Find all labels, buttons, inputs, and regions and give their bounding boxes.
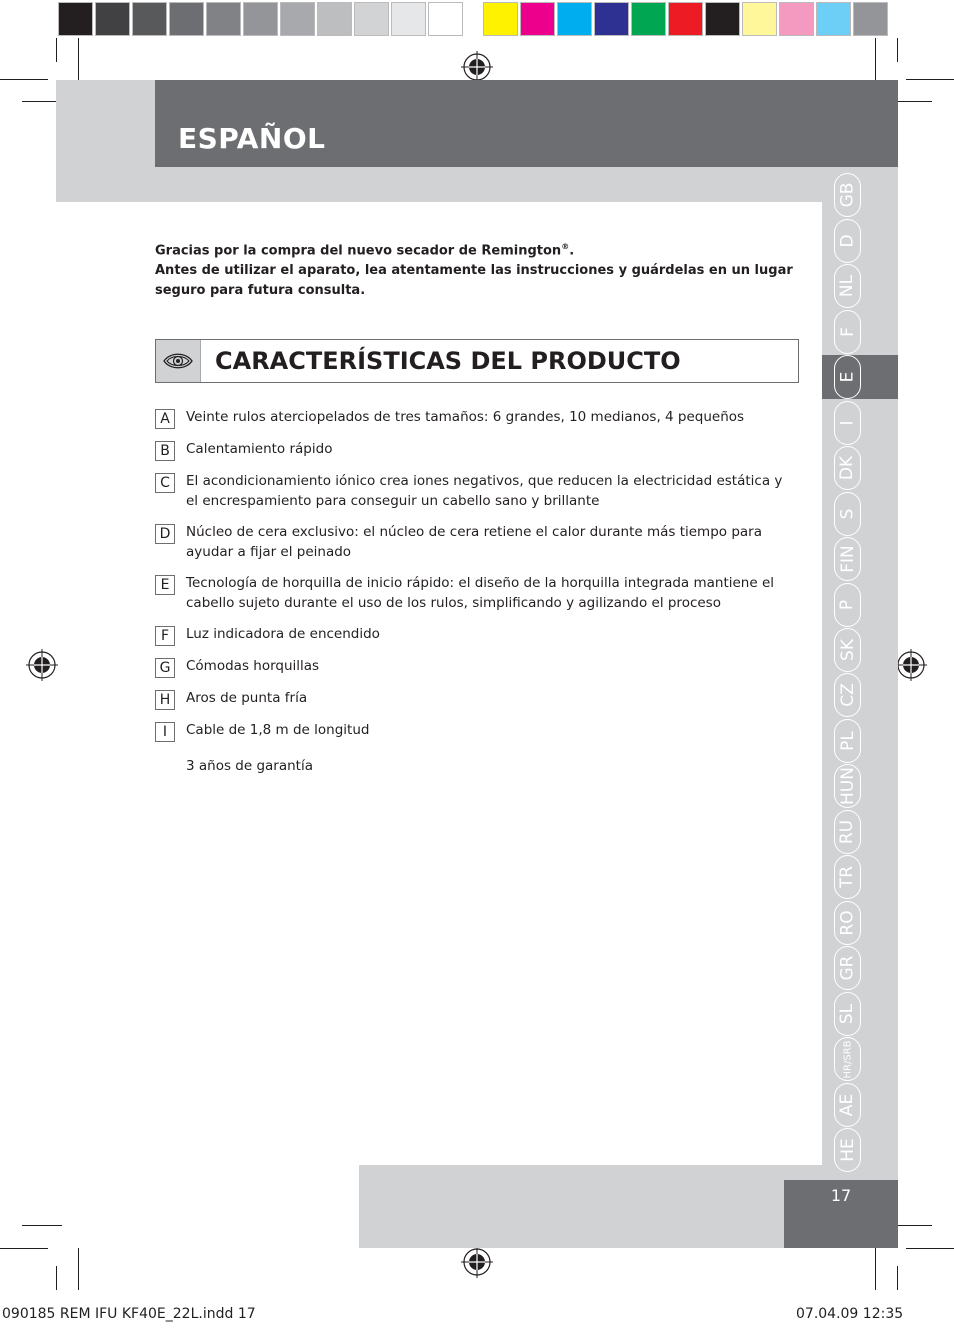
gray-swatch [58, 2, 93, 36]
process-swatch [631, 2, 666, 36]
crop-mark [0, 79, 48, 80]
crop-mark [875, 38, 876, 80]
feature-letter: C [155, 473, 175, 493]
feature-text: Aros de punta fría [186, 690, 308, 706]
language-tab-dk[interactable] [834, 446, 861, 490]
language-tab-label: CZ [837, 683, 858, 707]
page-title: ESPAÑOL [178, 122, 326, 155]
language-tab-sk[interactable] [834, 628, 861, 672]
language-tab-label: E [837, 371, 858, 383]
crop-mark [875, 1248, 876, 1290]
section-header [155, 339, 799, 383]
language-tab-label: F [837, 327, 858, 337]
gray-color-bar [58, 2, 465, 38]
registration-target-top [461, 51, 493, 83]
language-tab-gr[interactable] [834, 946, 861, 990]
language-tab-s[interactable] [834, 492, 861, 536]
crop-mark [22, 1225, 62, 1226]
crop-mark [906, 1248, 954, 1249]
language-tab-cz[interactable] [834, 673, 861, 717]
language-tab-label: S [837, 508, 858, 520]
crop-mark [897, 38, 898, 62]
process-swatch [742, 2, 777, 36]
gray-swatch [354, 2, 389, 36]
intro-line2: Antes de utilizar el aparato, lea atentamente las instrucciones y guárdelas en un lugar seguro para futura consulta. [155, 263, 793, 299]
process-swatch [668, 2, 703, 36]
crop-mark [56, 38, 57, 62]
registered-mark: ® [561, 242, 570, 251]
language-tab-ru[interactable] [834, 810, 861, 854]
language-tab-label: GR [837, 955, 858, 981]
language-tab-label: D [837, 234, 858, 248]
crop-mark [78, 38, 79, 80]
feature-letter: A [155, 409, 175, 429]
gray-swatch [243, 2, 278, 36]
language-tab-d[interactable] [834, 219, 861, 263]
crop-mark [892, 1225, 932, 1226]
language-tab-label: HR/SRB [842, 1040, 853, 1078]
feature-text: Cómodas horquillas [186, 658, 320, 674]
feature-text: Cable de 1,8 m de longitud [186, 722, 370, 738]
language-tab-label: AE [837, 1093, 858, 1117]
feature-text: Luz indicadora de encendido [186, 626, 380, 642]
language-tab-label: SK [837, 639, 858, 661]
feature-text: Tecnología de horquilla de inicio rápido: el diseño de la horquilla integrada mantiene el cabello sujeto durante el uso de los rulos, simplificando y agilizando el proceso [186, 575, 775, 611]
crop-mark [897, 1266, 898, 1290]
language-tab-label: DK [837, 455, 858, 481]
language-tab-label: P [837, 599, 858, 611]
registration-target-right [895, 649, 927, 681]
process-swatch [594, 2, 629, 36]
language-tab-ae[interactable] [834, 1083, 861, 1127]
language-tab-hr-srb[interactable] [834, 1037, 861, 1081]
language-tab-gb[interactable] [834, 173, 861, 217]
gray-swatch [428, 2, 463, 36]
gray-swatch [317, 2, 352, 36]
process-swatch [816, 2, 851, 36]
language-tab-e[interactable] [834, 355, 861, 399]
feature-text: El acondicionamiento iónico crea iones negativos, que reducen la electricidad estática y el encrespamiento para conseguir un cabello sano y brillante [186, 473, 783, 509]
language-tab-label: NL [837, 274, 858, 298]
language-tab-sl[interactable] [834, 992, 861, 1036]
slug-timestamp: 07.04.09 12:35 [796, 1306, 904, 1322]
crop-mark [892, 101, 932, 102]
language-tab-label: HE [837, 1138, 858, 1162]
intro-text [155, 237, 795, 301]
gray-swatch [206, 2, 241, 36]
process-swatch [557, 2, 592, 36]
gray-swatch [169, 2, 204, 36]
section-title: CARACTERÍSTICAS DEL PRODUCTO [215, 347, 681, 375]
language-tab-pl[interactable] [834, 719, 861, 763]
language-tab-label: I [837, 420, 858, 426]
crop-mark [56, 1266, 57, 1290]
language-tab-hun[interactable] [834, 764, 861, 808]
page-number: 17 [830, 1186, 852, 1205]
intro-line1-end: . [569, 243, 575, 259]
process-swatch [705, 2, 740, 36]
eye-icon-box [156, 340, 201, 382]
eye-icon [163, 351, 193, 371]
gray-swatch [132, 2, 167, 36]
registration-target-bottom [461, 1246, 493, 1278]
language-tab-label: TR [837, 865, 858, 889]
language-tab-label: FIN [837, 545, 858, 573]
process-swatch [853, 2, 888, 36]
feature-text: Veinte rulos aterciopelados de tres tamaños: 6 grandes, 10 medianos, 4 pequeños [186, 409, 745, 425]
crop-mark [78, 1248, 79, 1290]
gray-swatch [391, 2, 426, 36]
feature-letter: F [155, 626, 175, 646]
process-swatch [520, 2, 555, 36]
feature-letter: I [155, 722, 175, 742]
gray-swatch [280, 2, 315, 36]
feature-letter: H [155, 690, 175, 710]
process-color-bar [483, 2, 890, 38]
slug-filename: 090185 REM IFU KF40E_22L.indd 17 [2, 1306, 256, 1322]
registration-target-left [26, 649, 58, 681]
feature-text: Núcleo de cera exclusivo: el núcleo de cera retiene el calor durante más tiempo para ayudar a fijar el peinado [186, 524, 762, 560]
feature-text: Calentamiento rápido [186, 441, 333, 457]
feature-letter: B [155, 441, 175, 461]
gray-swatch [95, 2, 130, 36]
process-swatch [483, 2, 518, 36]
language-tab-label: PL [837, 731, 858, 751]
process-swatch [779, 2, 814, 36]
crop-mark [906, 79, 954, 80]
language-tab-label: GB [837, 182, 858, 208]
warranty-text: 3 años de garantía [186, 758, 313, 774]
language-tab-i[interactable] [834, 401, 861, 445]
language-tab-ro[interactable] [834, 901, 861, 945]
crop-mark [0, 1248, 48, 1249]
language-tab-fin[interactable] [834, 537, 861, 581]
language-tab-f[interactable] [834, 310, 861, 354]
language-tab-label: RO [837, 910, 858, 936]
language-tab-he[interactable] [834, 1128, 861, 1172]
language-tab-label: RU [837, 819, 858, 845]
feature-letter: G [155, 658, 175, 678]
language-tab-p[interactable] [834, 583, 861, 627]
feature-letter: D [155, 524, 175, 544]
language-tab-nl[interactable] [834, 264, 861, 308]
feature-letter: E [155, 575, 175, 595]
language-tab-label: HUN [837, 767, 858, 805]
language-tab-label: SL [837, 1003, 858, 1025]
intro-line1: Gracias por la compra del nuevo secador de Remington [155, 243, 562, 259]
language-tab-tr[interactable] [834, 855, 861, 899]
